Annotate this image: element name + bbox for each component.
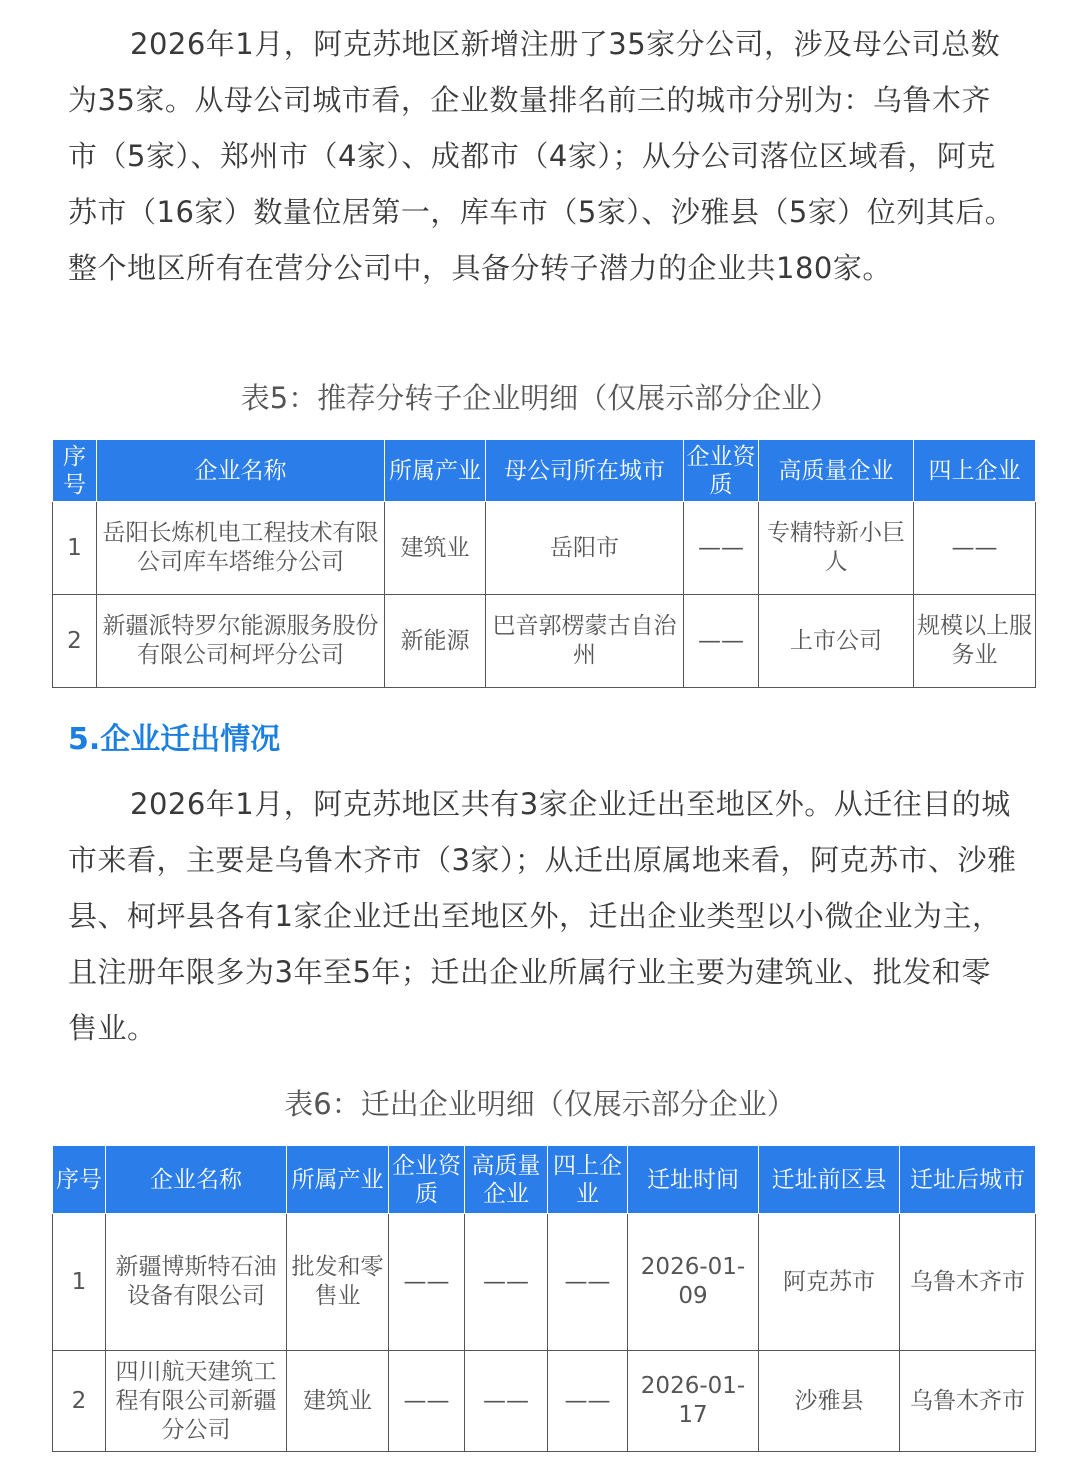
header-cell: 迁址后城市 bbox=[900, 1146, 1036, 1214]
table-cell: 乌鲁木齐市 bbox=[900, 1214, 1036, 1351]
table-cell: —— bbox=[684, 502, 759, 595]
table-cell: —— bbox=[389, 1214, 465, 1351]
table-cell: 批发和零售业 bbox=[287, 1214, 389, 1351]
header-cell: 四上企业 bbox=[548, 1146, 628, 1214]
table-cell: —— bbox=[548, 1214, 628, 1351]
table-cell: 1 bbox=[53, 502, 97, 595]
header-cell: 企业资质 bbox=[684, 440, 759, 502]
table-cell: 2026-01-17 bbox=[628, 1351, 759, 1452]
table-cell: 专精特新小巨人 bbox=[759, 502, 914, 595]
table-row bbox=[53, 1351, 1036, 1452]
table-cell: 1 bbox=[53, 1214, 106, 1351]
table-cell: —— bbox=[465, 1351, 548, 1452]
table-cell: 2026-01-09 bbox=[628, 1214, 759, 1351]
table-cell: 巴音郭楞蒙古自治州 bbox=[486, 595, 684, 688]
table5-caption: 表5：推荐分转子企业明细（仅展示部分企业） bbox=[240, 381, 840, 415]
header-cell: 所属产业 bbox=[385, 440, 486, 502]
header-cell: 迁址前区县 bbox=[759, 1146, 900, 1214]
table-cell: —— bbox=[548, 1351, 628, 1452]
table-cell: 岳阳市 bbox=[486, 502, 684, 595]
table6-caption: 表6：迁出企业明细（仅展示部分企业） bbox=[284, 1087, 796, 1121]
table-cell: 上市公司 bbox=[759, 595, 914, 688]
header-cell: 母公司所在城市 bbox=[486, 440, 684, 502]
table-cell: —— bbox=[684, 595, 759, 688]
table-cell: 新疆派特罗尔能源服务股份有限公司柯坪分公司 bbox=[97, 595, 385, 688]
table-cell: 新能源 bbox=[385, 595, 486, 688]
table-cell: 沙雅县 bbox=[759, 1351, 900, 1452]
outflow-paragraph: 2026年1月，阿克苏地区共有3家企业迁出至地区外。从迁往目的城市来看，主要是乌鲁木齐市（3家）；从迁出原属地来看，阿克苏市、沙雅县、柯坪县各有1家企业迁出至地区外，迁出企业类型以小微企业为主，且注册年限多为3年至5年；迁出企业所属行业主要为建筑业、批发和零售业。 bbox=[68, 787, 1017, 1045]
table-cell: 2 bbox=[53, 1351, 106, 1452]
table6 bbox=[52, 1145, 1036, 1452]
table-cell: 乌鲁木齐市 bbox=[900, 1351, 1036, 1452]
table-cell: —— bbox=[914, 502, 1036, 595]
header-cell: 序号 bbox=[53, 1146, 106, 1214]
table-cell: 四川航天建筑工程有限公司新疆分公司 bbox=[106, 1351, 287, 1452]
header-cell: 序号 bbox=[53, 440, 97, 502]
section-title: 5.企业迁出情况 bbox=[68, 722, 281, 757]
header-cell: 迁址时间 bbox=[628, 1146, 759, 1214]
table-row bbox=[53, 595, 1036, 688]
header-cell: 所属产业 bbox=[287, 1146, 389, 1214]
table-cell: 规模以上服务业 bbox=[914, 595, 1036, 688]
table-cell: 建筑业 bbox=[385, 502, 486, 595]
table5-header-row bbox=[53, 440, 1036, 502]
table-row bbox=[53, 1214, 1036, 1351]
header-cell: 企业资质 bbox=[389, 1146, 465, 1214]
table-cell: 新疆博斯特石油设备有限公司 bbox=[106, 1214, 287, 1351]
table-cell: 建筑业 bbox=[287, 1351, 389, 1452]
table6-header-row bbox=[53, 1146, 1036, 1214]
table-cell: 2 bbox=[53, 595, 97, 688]
header-cell: 四上企业 bbox=[914, 440, 1036, 502]
table-cell: —— bbox=[465, 1214, 548, 1351]
header-cell: 高质量企业 bbox=[465, 1146, 548, 1214]
header-cell: 高质量企业 bbox=[759, 440, 914, 502]
intro-paragraph: 2026年1月，阿克苏地区新增注册了35家分公司，涉及母公司总数为35家。从母公司城市看，企业数量排名前三的城市分别为：乌鲁木齐市（5家）、郑州市（4家）、成都市（4家）；从分公司落位区域看，阿克苏市（16家）数量位居第一，库车市（5家）、沙雅县（5家）位列其后。整个地区所有在营分公司中，具备分转子潜力的企业共180家。 bbox=[68, 27, 1015, 285]
header-cell: 企业名称 bbox=[106, 1146, 287, 1214]
table-cell: —— bbox=[389, 1351, 465, 1452]
table-cell: 阿克苏市 bbox=[759, 1214, 900, 1351]
table-cell: 岳阳长炼机电工程技术有限公司库车塔维分公司 bbox=[97, 502, 385, 595]
table-row bbox=[53, 502, 1036, 595]
header-cell: 企业名称 bbox=[97, 440, 385, 502]
table5 bbox=[52, 439, 1036, 688]
